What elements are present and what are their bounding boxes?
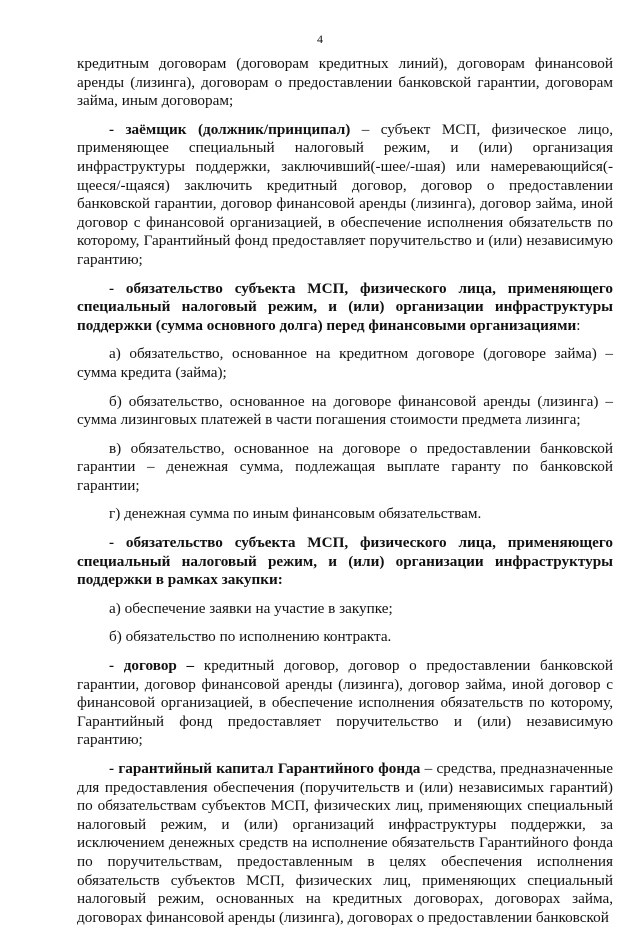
- procurement-item-b: б) обязательство по исполнению контракта.: [109, 628, 392, 646]
- list-item-a: а) обязательство, основанное на кредитном договоре (договоре займа) – сумма кредита (займа);: [77, 345, 613, 381]
- definition-guarantee-capital: [77, 760, 613, 927]
- definition-obligation-procurement: - обязательство субъекта МСП, физического лица, применяющего специальный налоговый режим, и (или) организации инфраструктуры поддержки в рамках закупки:: [77, 534, 613, 589]
- term-contract: - договор –: [109, 657, 195, 675]
- definition-obligation-financial: [77, 280, 613, 336]
- term-obligation-financial: - обязательство субъекта МСП, физического лица, применяющего специальный налоговый режим, и (или) организации инфраструктуры поддержки (сумма основного долга) перед финансовыми организациями: [77, 279, 613, 334]
- list-item-b: б) обязательство, основанное на договоре финансовой аренды (лизинга) – сумма лизинговых платежей в части погашения стоимости предмета лизинга;: [77, 392, 613, 429]
- list-item-g: г) денежная сумма по иным финансовым обязательствам.: [109, 505, 482, 523]
- definition-borrower-text: – субъект МСП, физическое лицо, применяющее специальный налоговый режим, и (или) организация инфраструктуры поддержки, заключивший(-шее/-шая) или намеревающийся(-щееся/-щаяся) заключить кредитный договор, договор о предоставлении банковской гарантии, договор финансовой аренды (лизинга), договор займа, иной договор с финансовой организацией, в обеспечение исполнения обязательств по которому, Гарантийный фонд предоставляет поручительство и (или) независимую гарантию;: [77, 120, 613, 268]
- definition-contract-text: кредитный договор, договор о предоставлении банковской гарантии, договор финансовой аренды (лизинга), договор займа, иной договор с финансовой организацией, в обеспечение исполнения обязательств по которому, Гарантийный фонд предоставляет поручительство и (или) независимую гарантию;: [77, 657, 613, 749]
- definition-guarantee-capital-text: – средства, предназначенные для предоставления обеспечения (поручительств и (или) независимых гарантий) по обязательствам субъектов МСП, физических лиц, применяющих специальный налоговый режим, и (или) организаций инфраструктуры поддержки, за исключением денежных средств на исполнение обязательств Гарантийного фонда по поручительствам, предоставленным в целях обеспечения исполнения обязательств субъектов МСП, физических лиц, применяющих специальный налоговый режим, основанных на кредитных договорах, договорах займа, договорах финансовой аренды (лизинга), договорах о предоставлении банковской: [77, 760, 614, 926]
- term-borrower: - заёмщик (должник/принципал): [109, 120, 351, 138]
- definition-contract: [77, 657, 613, 750]
- list-item-v: в) обязательство, основанное на договоре о предоставлении банковской гарантии – денежная сумма, подлежащая выплате гаранту по банковской гарантии;: [77, 439, 613, 494]
- page-number: 4: [317, 32, 323, 46]
- paragraph-continuation: кредитным договорам (договорам кредитных линий), договорам финансовой аренды (лизинга), договорам о предоставлении банковской гарантии, договорам займа, иным договорам;: [77, 55, 613, 110]
- definition-obligation-colon: :: [576, 316, 581, 334]
- procurement-item-a: а) обеспечение заявки на участие в закупке;: [109, 599, 393, 617]
- term-guarantee-capital: - гарантийный капитал Гарантийного фонда: [109, 760, 421, 777]
- document-body: [77, 55, 613, 935]
- definition-borrower: [77, 121, 613, 270]
